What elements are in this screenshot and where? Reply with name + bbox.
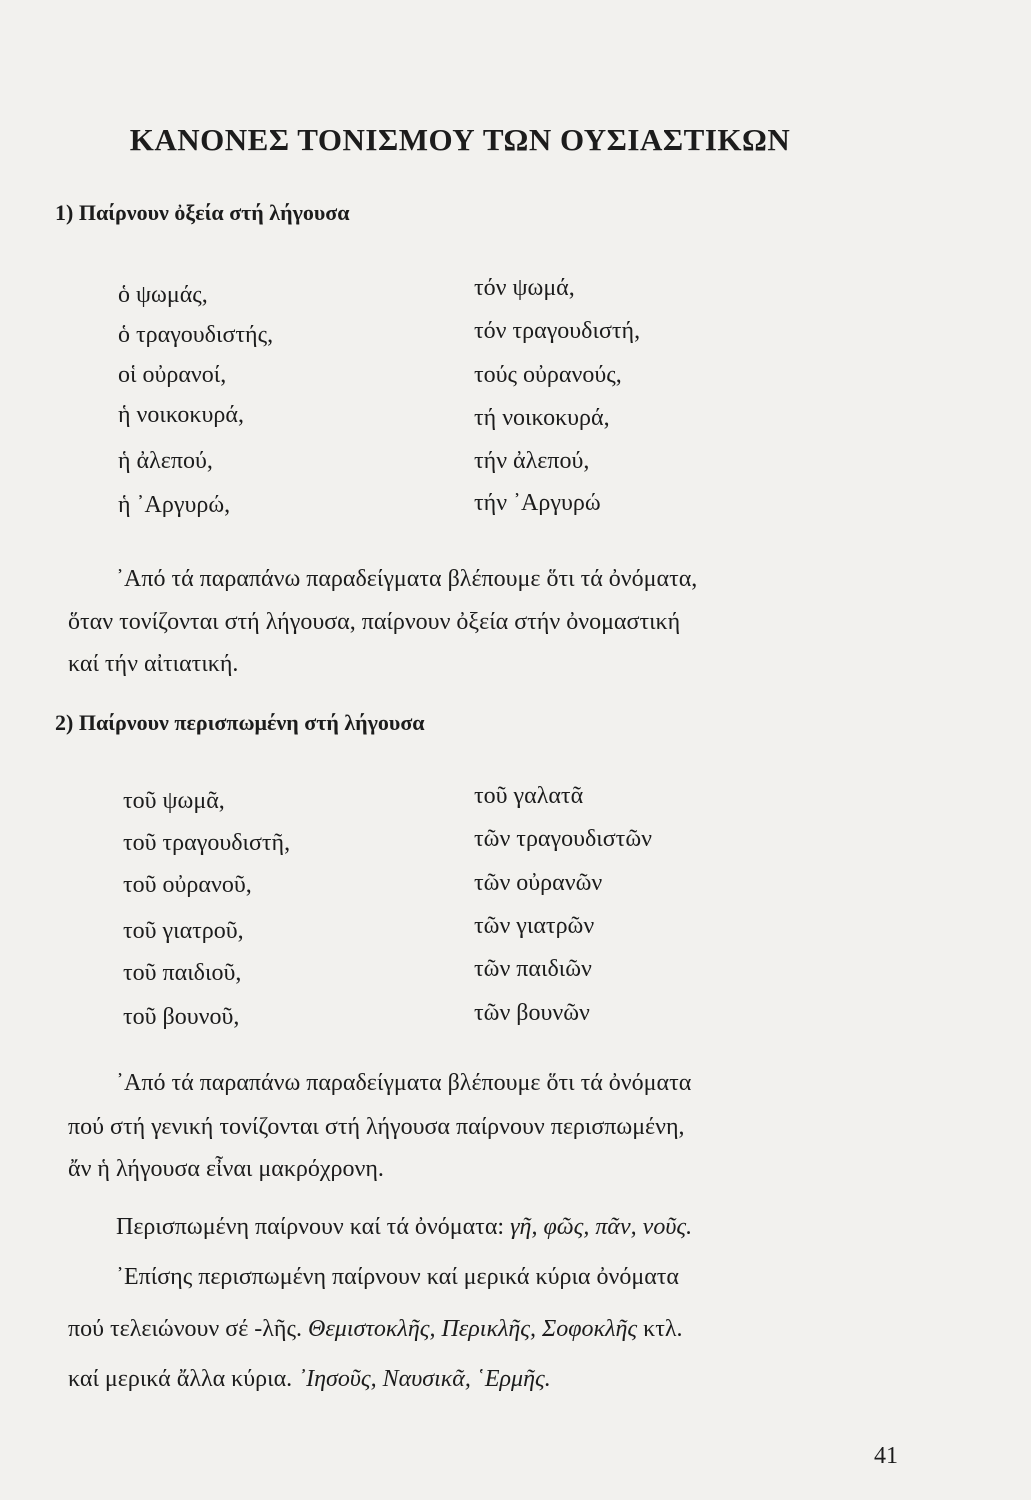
example-right: τῶν γιατρῶν bbox=[474, 913, 595, 939]
example-right: τῶν τραγουδιστῶν bbox=[474, 826, 652, 852]
section-2-line-5: ᾿Επίσης περισπωμένη παίρνουν καί μερικά κύρια ὀνόματα bbox=[116, 1264, 680, 1290]
example-right: τόν τραγουδιστή, bbox=[474, 318, 641, 344]
line-text: καί μερικά ἄλλα κύρια. bbox=[68, 1366, 299, 1392]
example-left: τοῦ τραγουδιστῆ, bbox=[123, 830, 291, 856]
example-left: οἱ οὐρανοί, bbox=[118, 362, 227, 388]
example-left: ὁ τραγουδιστής, bbox=[118, 322, 274, 348]
example-left: ἡ ἀλεπού, bbox=[118, 448, 213, 474]
section-1-paragraph-line-1: ᾿Από τά παραπάνω παραδείγματα βλέπουμε ὅτι τά ὀνόματα, bbox=[116, 566, 698, 592]
section-2-line-6 bbox=[68, 1316, 682, 1343]
line-end: κτλ. bbox=[637, 1316, 683, 1342]
example-left: τοῦ οὐρανοῦ, bbox=[123, 872, 252, 898]
example-right: τή νοικοκυρά, bbox=[474, 405, 610, 431]
example-right: τήν ᾿Αργυρώ bbox=[474, 490, 601, 516]
section-2-paragraph-line-3: ἄν ἡ λήγουσα εἶναι μακρόχρονη. bbox=[68, 1156, 384, 1182]
example-right: τῶν βουνῶν bbox=[474, 1000, 590, 1026]
example-right: τῶν παιδιῶν bbox=[474, 956, 592, 982]
example-left: τοῦ γιατροῦ, bbox=[123, 918, 244, 944]
section-1-paragraph-line-3: καί τήν αἰτιατική. bbox=[68, 651, 239, 677]
example-left: ἡ ᾿Αργυρώ, bbox=[118, 492, 231, 518]
section-2-heading: 2) Παίρνουν περισπωμένη στή λήγουσα bbox=[55, 710, 425, 735]
section-2-line-4 bbox=[116, 1214, 692, 1241]
example-right: τόν ψωμά, bbox=[474, 275, 575, 301]
example-left: ὁ ψωμάς, bbox=[118, 282, 208, 308]
example-right: τούς οὐρανούς, bbox=[474, 362, 622, 388]
example-right: τῶν οὐρανῶν bbox=[474, 870, 603, 896]
example-right: τήν ἀλεπού, bbox=[474, 448, 590, 474]
section-2-paragraph-line-2: πού στή γενική τονίζονται στή λήγουσα παίρνουν περισπωμένη, bbox=[68, 1114, 685, 1140]
example-left: τοῦ παιδιοῦ, bbox=[123, 960, 242, 986]
example-left: ἡ νοικοκυρά, bbox=[118, 402, 244, 428]
example-right: τοῦ γαλατᾶ bbox=[474, 783, 584, 809]
example-left: τοῦ βουνοῦ, bbox=[123, 1004, 240, 1030]
line-examples: γῆ, φῶς, πᾶν, νοῦς. bbox=[510, 1214, 693, 1240]
line-examples: ᾿Ιησοῦς, Ναυσικᾶ, ῾Ερμῆς. bbox=[298, 1366, 551, 1392]
example-left: τοῦ ψωμᾶ, bbox=[123, 788, 225, 814]
section-2-line-7 bbox=[68, 1366, 551, 1393]
page-title: ΚΑΝΟΝΕΣ ΤΟΝΙΣΜΟΥ ΤΩΝ ΟΥΣΙΑΣΤΙΚΩΝ bbox=[129, 122, 791, 157]
line-text: Περισπωμένη παίρνουν καί τά ὀνόματα: bbox=[116, 1214, 511, 1240]
section-1-heading: 1) Παίρνουν ὀξεία στή λήγουσα bbox=[55, 200, 350, 225]
line-text: πού τελειώνουν σέ -λῆς. bbox=[68, 1316, 308, 1342]
section-1-paragraph-line-2: ὅταν τονίζονται στή λήγουσα, παίρνουν ὀξεία στήν ὀνομαστική bbox=[68, 609, 681, 635]
section-2-paragraph-line-1: ᾿Από τά παραπάνω παραδείγματα βλέπουμε ὅτι τά ὀνόματα bbox=[116, 1070, 692, 1096]
page-number: 41 bbox=[874, 1443, 898, 1469]
line-examples: Θεμιστοκλῆς, Περικλῆς, Σοφοκλῆς bbox=[307, 1316, 638, 1342]
